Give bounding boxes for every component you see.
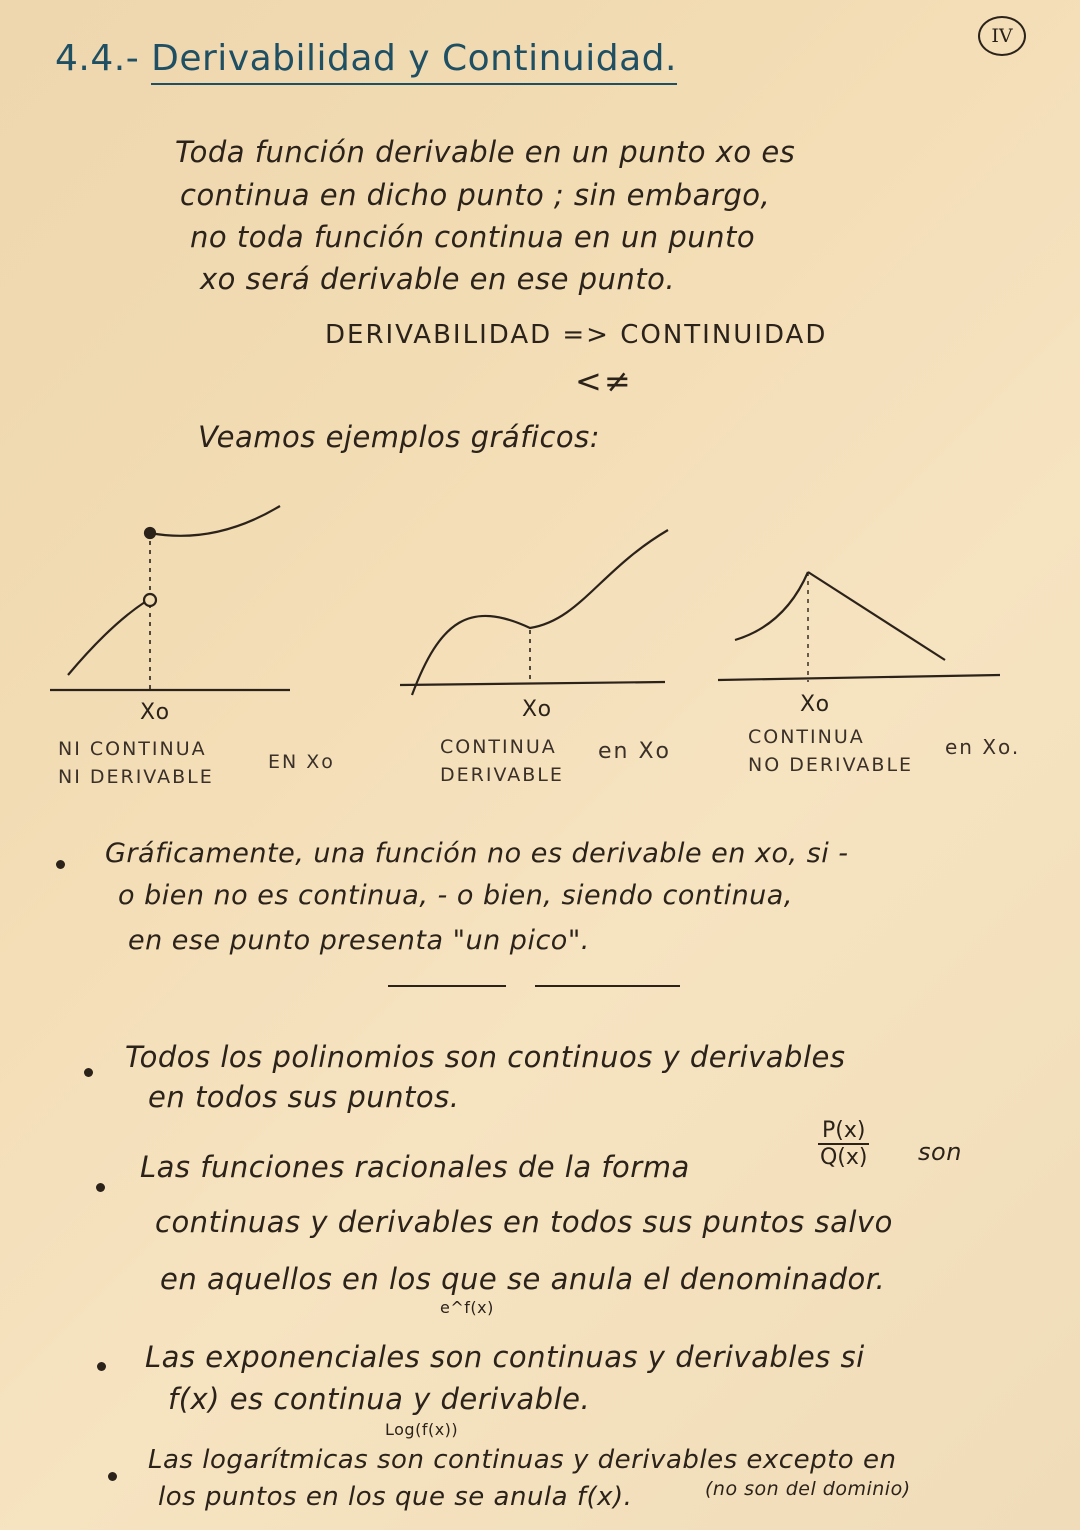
polynomials-line: Todos los polinomios son continuos y derivables — [125, 1040, 846, 1074]
graph-1-label-line: NI DERIVABLE — [58, 766, 214, 788]
implication-statement: DERIVABILIDAD => CONTINUIDAD — [325, 320, 828, 350]
section-title: Derivabilidad y Continuidad. — [151, 38, 677, 85]
example-graphs — [0, 490, 1080, 700]
log-line: los puntos en los que se anula f(x). — [158, 1482, 633, 1512]
separator-line — [388, 985, 506, 987]
x-axis — [718, 675, 1000, 680]
bullet-dot — [108, 1472, 117, 1481]
intro-line: xo será derivable en ese punto. — [200, 262, 676, 296]
graph-2-label — [440, 733, 564, 789]
graph-2-suffix: en Xo — [598, 739, 672, 764]
graph-3-label — [748, 723, 913, 779]
log-line: Las logarítmicas son continuas y derivables excepto en — [148, 1445, 897, 1475]
section-heading — [55, 38, 677, 79]
graph-2-label-line: CONTINUA — [440, 736, 557, 758]
rational-fraction — [818, 1118, 869, 1170]
graph-1-suffix: EN Xo — [268, 751, 335, 773]
smooth-curve — [412, 530, 668, 695]
separator-line — [535, 985, 680, 987]
x-axis — [400, 682, 665, 685]
curve-left — [68, 602, 145, 675]
bullet-dot — [96, 1183, 105, 1192]
intro-line: Toda función derivable en un punto xo es — [175, 135, 796, 169]
rational-line: en aquellos en los que se anula el denominador. — [160, 1262, 886, 1296]
graph-3-suffix: en Xo. — [945, 735, 1021, 759]
graph-1-label — [58, 735, 214, 791]
rule-line: en ese punto presenta "un pico". — [128, 925, 590, 956]
graph-2-xo: Xo — [522, 697, 552, 722]
graph-3-label-line: NO DERIVABLE — [748, 754, 914, 776]
open-point — [144, 594, 156, 606]
log-annotation: Log(f(x)) — [385, 1420, 459, 1439]
rational-line: Las funciones racionales de la forma — [140, 1150, 690, 1184]
exponential-line: Las exponenciales son continuas y derivables si — [145, 1340, 865, 1374]
line-right — [808, 572, 945, 660]
bullet-dot — [84, 1068, 93, 1077]
graph-1-xo: Xo — [140, 700, 170, 725]
fraction-denominator: Q(x) — [819, 1145, 868, 1170]
reverse-not-implies: <≠ — [575, 362, 633, 400]
rule-line: o bien no es continua, - o bien, siendo continua, — [118, 880, 793, 911]
section-number: 4.4.- — [55, 38, 140, 79]
polynomials-line: en todos sus puntos. — [148, 1080, 460, 1114]
examples-intro: Veamos ejemplos gráficos: — [198, 420, 601, 454]
graph-2-label-line: DERIVABLE — [440, 764, 564, 786]
graph-3-xo: Xo — [800, 692, 830, 717]
curve-left — [735, 572, 808, 640]
fraction-numerator: P(x) — [818, 1118, 869, 1145]
graph-3-label-line: CONTINUA — [748, 726, 865, 748]
bullet-dot — [56, 860, 65, 869]
exponential-annotation: e^f(x) — [440, 1298, 494, 1317]
page-number: IV — [978, 16, 1026, 56]
bullet-dot — [97, 1362, 106, 1371]
curve-right — [150, 506, 280, 536]
graph-1-label-line: NI CONTINUA — [58, 738, 207, 760]
rule-line: Gráficamente, una función no es derivable en xo, si - — [105, 838, 849, 869]
intro-line: no toda función continua en un punto — [190, 220, 756, 254]
exponential-line: f(x) es continua y derivable. — [168, 1382, 591, 1416]
log-note: (no son del dominio) — [705, 1478, 911, 1500]
intro-line: continua en dicho punto ; sin embargo, — [180, 178, 771, 212]
rational-son: son — [918, 1138, 962, 1166]
rational-line: continuas y derivables en todos sus puntos salvo — [155, 1205, 893, 1239]
